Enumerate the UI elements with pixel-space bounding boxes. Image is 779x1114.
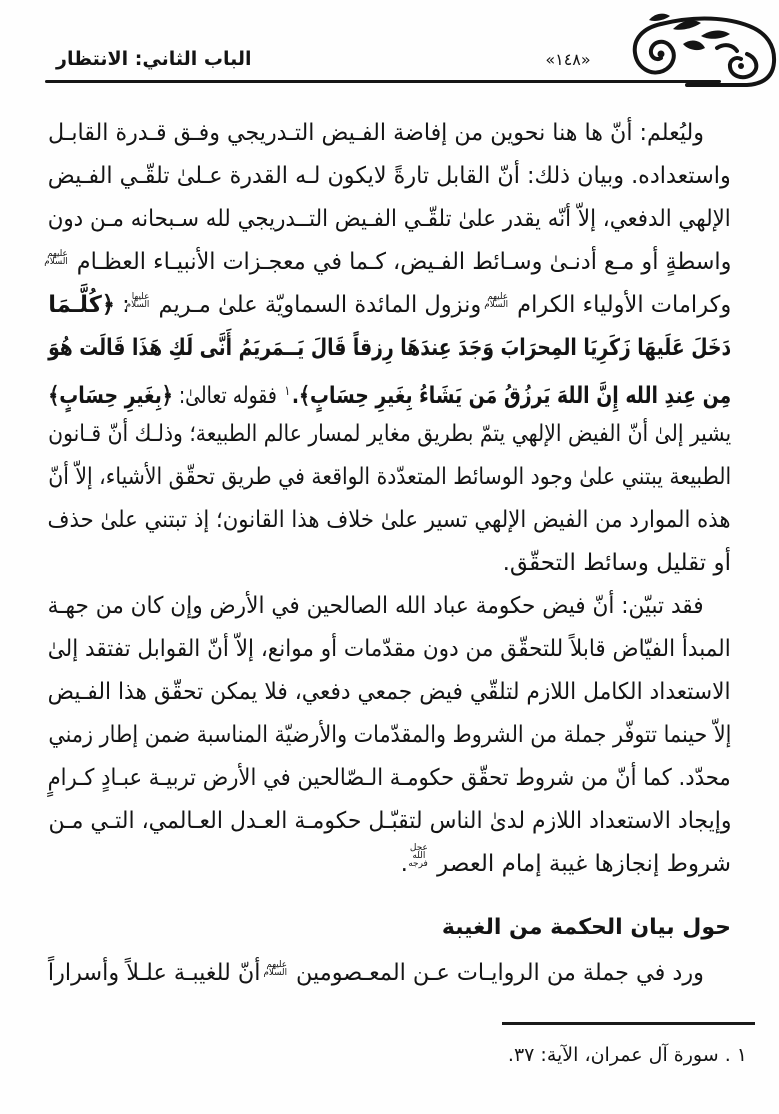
body-segment: فقوله تعالىٰ: [172,383,283,409]
text-line [48,585,731,628]
body-segment: وكرامات الأولياء الكرام [509,292,731,318]
body-segment: محدّد. كما أنّ من شروط تحقّق حكومـة الـصّالحين في الأرض تربيـة عبـادٍ كـرامٍ [48,765,731,791]
body-segment: : [114,292,130,318]
floral-corner-ornament-icon [627,12,777,96]
quran-verse-segment: دَخَلَ عَلَيهَا زَكَرِيَا المِحرَابَ وَجَدَ عِندَهَا رِزقاً قَالَ يَــمَريَمُ أَنَّى لَكِ هَذَا قَالَت هُوَ [48,335,731,361]
text-line [48,800,731,843]
body-segment: المبدأ الفيّاض قابلاً للتحقّق من دون مقدّمات أو موانع، إلاّ أنّ القوابل تفتقد إلىٰ [48,636,731,662]
quran-verse-segment: ﴿بِغَيرِ حِسَابٍ﴾ [48,383,173,409]
body-segment: ونزول المائدة السماويّة علىٰ مـريم [151,292,489,318]
body-segment: أنّ للغيبـة علـلاً وأسراراً [48,960,268,986]
footnote-text: ١ . سورة آل عمران، الآية: ٣٧. [507,1044,747,1066]
body-segment: وليُعلم: أنّ ها هنا نحوين من إفاضة الفـيض التـدريجي وفـق قـدرة القابـل [48,120,704,146]
body-segment: إلاّ حينما تتوفّر جملة من الشروط والمقدّمات والأرضيّة المناسبة ضمن إطار زمني [48,722,731,748]
body-segment: ورد في جملة من الروايـات عـن المعـصومين [289,960,704,986]
body-segment: وإيجاد الاستعداد اللازم لدىٰ الناس لتقبّـل حكومـة العـدل العـالمي، التـي مـن [48,808,731,834]
text-line [48,413,731,456]
body-text [43,112,731,995]
text-line [48,112,731,155]
body-segment: واستعداده. وبيان ذلك: أنّ القابل تارةً لايكون لـه القدرة عـلىٰ تلقّـي الفـيض [48,163,731,189]
text-line [43,241,731,284]
honorific-mark: عليهم السلام [43,249,68,267]
body-segment: شروط إنجازها غيبة إمام العصر [429,851,731,877]
text-line [48,757,731,800]
body-segment: هذه الموارد من الفيض الإلهي تسير علىٰ خلاف هذا القانون؛ إذ تبتني علىٰ حذف [48,507,731,533]
page-number: «١٤٨» [545,50,591,69]
footnote-marker: ١ [284,384,290,399]
text-line [48,155,731,198]
body-segment: فقد تبيّن: أنّ فيض حكومة عباد الله الصالحين في الأرض وإن كان من جهـة [48,593,704,619]
body-segment: . [400,851,408,877]
text-line [48,952,731,995]
text-line [48,843,731,886]
body-segment: واسطةٍ أو مـع أدنـىٰ وسـائط الفـيض، كـما في معجـزات الأنبيـاء العظـام [69,249,731,275]
quran-verse-segment: مِن عِندِ الله إِنَّ اللهَ يَرزُقُ مَن يَشَاءُ بِغَيرِ حِسَابٍ﴾. [291,383,731,409]
section-heading: حول بيان الحكمة من الغيبة [441,915,731,940]
body-segment: الاستعداد الكامل اللازم لتلقّي فيض جمعي دفعي، فلا يمكن تحقّق هذا الفـيض [48,679,731,705]
body-segment: أو تقليل وسائط التحقّق. [502,550,731,576]
quran-verse-segment: ﴿كُلَّـمَا [48,292,115,318]
honorific-mark: عليهم السلام [484,292,508,310]
body-segment: الطبيعة يبتني علىٰ وجود الوسائط المتعدّدة الواقعة في طريق تحقّق الأشياء، إلاّ أنّ [48,464,731,490]
honorific-mark: عجل الله فرجه [408,843,428,869]
text-line [48,370,731,413]
text-line [48,284,731,327]
text-line [48,542,731,585]
chapter-title: الباب الثاني: الانتظار [56,48,252,70]
text-line [48,714,731,757]
header-rule [45,80,721,83]
body-segment: يشير إلىٰ أنّ الفيض الإلهي يتمّ بطريق مغاير لمسار عالم الطبيعة؛ وذلـك أنّ قـانون [48,421,731,447]
text-line [48,456,731,499]
honorific-mark: عليها السلام [125,292,150,310]
text-line [48,671,731,714]
honorific-mark: عليهم السلام [263,960,288,978]
footnote-rule [502,1022,755,1025]
text-line [48,198,731,241]
text-line [48,327,731,370]
body-segment: الإلهي الدفعي، إلاّ أنّه يقدر علىٰ تلقّـي الفـيض التــدريجي لله سـبحانه مـن دون [48,206,731,232]
text-line [48,628,731,671]
text-line [48,499,731,542]
